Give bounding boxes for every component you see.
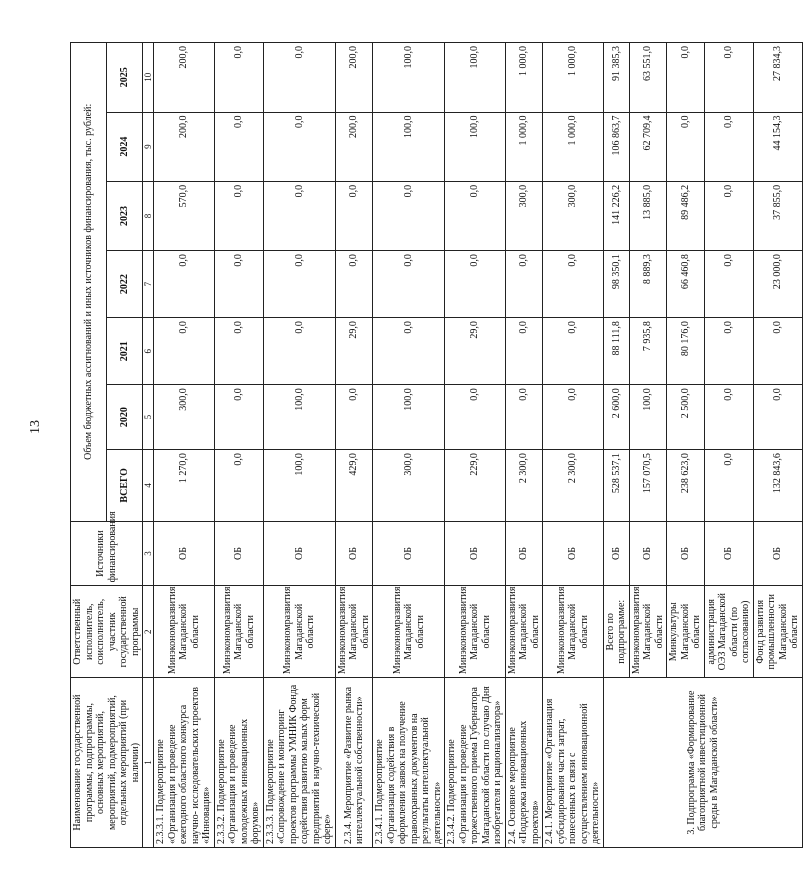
row-value-2023: 300,0 [505,181,543,250]
row-name: 2.3.3.2. Подмероприятие «Организация и проведение молодежных инновационных форумов» [214,678,263,848]
row-value-2021: 29,0 [445,318,506,385]
subprogram-executor: Фонд развития промышленности Магаданской области [753,586,802,678]
row-value-2021: 0,0 [505,318,543,385]
subprogram-value-2025: 0,0 [667,43,705,113]
row-value-2024: 0,0 [263,112,335,181]
subprogram-value-2024: 106 863,7 [603,112,629,181]
row-name: 2.3.3.1. Подмероприятие «Организация и проведение ежегодного областного конкурса научно- исследовательских проектов «Инновация» [154,678,215,848]
row-value-2022: 0,0 [214,251,263,318]
row-total: 1 270,0 [154,450,215,522]
subprogram-value-2024: 0,0 [667,112,705,181]
row-executor: Минэкономразвития Магаданской области [373,586,445,678]
col-year-2024: 2024 [107,112,143,181]
row-value-2020: 0,0 [335,385,373,450]
row-executor: Минэкономразвития Магаданской области [154,586,215,678]
row-total: 429,0 [335,450,373,522]
table-row [543,43,604,848]
row-value-2021: 0,0 [263,318,335,385]
subprogram-executor: администрация ОЭЗ Магаданской области (по согласованию) [704,586,753,678]
col-year-2025: 2025 [107,43,143,113]
funding-table [70,42,803,848]
row-value-2025: 200,0 [335,43,373,113]
row-value-2020: 0,0 [505,385,543,450]
subprogram-source: ОБ [603,521,629,586]
row-executor: Минэкономразвития Магаданской области [445,586,506,678]
row-total: 300,0 [373,450,445,522]
row-value-2024: 200,0 [335,112,373,181]
subprogram-value-2022: 66 460,8 [667,251,705,318]
subprogram-source: ОБ [753,521,802,586]
subprogram-value-2020: 2 500,0 [667,385,705,450]
row-value-2022: 0,0 [543,251,604,318]
row-total: 0,0 [214,450,263,522]
col-index: 7 [143,251,154,318]
col-funding-header: Объем бюджетных ассигнований и иных источников финансирования, тыс. рублей: [71,43,107,522]
table-row [214,43,263,848]
subprogram-total: 0,0 [704,450,753,522]
rotated-page [70,42,801,848]
row-value-2020: 300,0 [154,385,215,450]
col-year-2022: 2022 [107,251,143,318]
col-index: 5 [143,385,154,450]
subprogram-value-2025: 91 385,3 [603,43,629,113]
col-index: 10 [143,43,154,113]
subprogram-value-2024: 62 709,4 [629,112,667,181]
row-total: 2 300,0 [543,450,604,522]
subprogram-value-2023: 0,0 [704,181,753,250]
table-row [445,43,506,848]
subprogram-executor: Минэкономразвития Магаданской области [629,586,667,678]
row-executor: Минэкономразвития Магаданской области [214,586,263,678]
table-row [154,43,215,848]
subprogram-value-2023: 89 486,2 [667,181,705,250]
subprogram-total: 157 070,5 [629,450,667,522]
subprogram-value-2020: 100,0 [629,385,667,450]
row-value-2020: 0,0 [214,385,263,450]
row-value-2020: 0,0 [543,385,604,450]
row-executor: Минэкономразвития Магаданской области [263,586,335,678]
col-source-header: Источники финансирования [71,521,143,586]
subprogram-value-2020: 0,0 [704,385,753,450]
subprogram-value-2025: 0,0 [704,43,753,113]
row-value-2021: 0,0 [214,318,263,385]
row-total: 2 300,0 [505,450,543,522]
row-executor: Минэкономразвития Магаданской области [335,586,373,678]
row-value-2025: 200,0 [154,43,215,113]
subprogram-source: ОБ [704,521,753,586]
row-value-2025: 100,0 [445,43,506,113]
col-index: 8 [143,181,154,250]
row-value-2022: 0,0 [445,251,506,318]
row-value-2024: 100,0 [373,112,445,181]
row-executor: Минэкономразвития Магаданской области [505,586,543,678]
row-value-2023: 0,0 [335,181,373,250]
col-year-2021: 2021 [107,318,143,385]
subprogram-value-2021: 0,0 [704,318,753,385]
subprogram-value-2023: 37 855,0 [753,181,802,250]
row-name: 2.3.3.3. Подмероприятие «Сопровождение и мониторинг проектов программы УМНИК Фонда содействия развитию малых форм предприятий в научно-технической сфере» [263,678,335,848]
subprogram-executor: Минкультуры Магаданской области [667,586,705,678]
row-name: 2.4.1. Мероприятие «Организация субсидирования части затрат, понесенных в связи с осуществлением инновационной деятельности» [543,678,604,848]
row-value-2025: 0,0 [263,43,335,113]
row-source: ОБ [373,521,445,586]
col-index: 2 [143,586,154,678]
subprogram-value-2020: 0,0 [753,385,802,450]
col-year-2020: 2020 [107,385,143,450]
row-source: ОБ [263,521,335,586]
row-value-2021: 29,0 [335,318,373,385]
subprogram-value-2022: 23 000,0 [753,251,802,318]
row-value-2022: 0,0 [335,251,373,318]
subprogram-total: 132 843,6 [753,450,802,522]
col-index: 9 [143,112,154,181]
row-value-2024: 200,0 [154,112,215,181]
row-value-2023: 300,0 [543,181,604,250]
row-name: 2.3.4.1. Подмероприятие «Организация содействия в оформлении заявок на получение правоохранных документов на результаты интеллектуальной деятельности» [373,678,445,848]
row-source: ОБ [335,521,373,586]
row-value-2025: 1 000,0 [505,43,543,113]
row-value-2023: 0,0 [445,181,506,250]
row-source: ОБ [445,521,506,586]
row-source: ОБ [505,521,543,586]
row-value-2023: 0,0 [373,181,445,250]
subprogram-value-2025: 63 551,0 [629,43,667,113]
row-source: ОБ [154,521,215,586]
subprogram-value-2024: 0,0 [704,112,753,181]
rotated-table-area [70,42,801,848]
row-source: ОБ [543,521,604,586]
row-value-2021: 0,0 [154,318,215,385]
row-value-2023: 0,0 [214,181,263,250]
subprogram-value-2024: 44 154,3 [753,112,802,181]
row-value-2025: 0,0 [214,43,263,113]
page-number: 13 [28,420,43,434]
row-value-2022: 0,0 [373,251,445,318]
row-value-2024: 100,0 [445,112,506,181]
subprogram-source: ОБ [667,521,705,586]
subprogram-value-2020: 2 600,0 [603,385,629,450]
row-value-2023: 570,0 [154,181,215,250]
subprogram-value-2022: 8 889,3 [629,251,667,318]
table-row [335,43,373,848]
column-index-row [143,43,154,848]
subprogram-value-2025: 27 834,3 [753,43,802,113]
subprogram-value-2022: 0,0 [704,251,753,318]
row-value-2020: 0,0 [445,385,506,450]
row-source: ОБ [214,521,263,586]
col-name-header: Наименование государственной программы, подпрограммы, основных мероприятий, мероприятий, подмероприятий, отдельных мероприятий (при наличии) [71,678,143,848]
col-index: 3 [143,521,154,586]
table-row [263,43,335,848]
row-value-2022: 0,0 [154,251,215,318]
subprogram-value-2022: 98 350,1 [603,251,629,318]
subprogram-name: 3. Подпрограмма «Формирование благоприятной инвестиционной среды в Магаданской области» [603,678,802,848]
col-executor-header: Ответственный исполнитель, соисполнитель, участник государственной программы [71,586,143,678]
row-value-2024: 0,0 [214,112,263,181]
col-year-2023: 2023 [107,181,143,250]
subprogram-value-2021: 7 935,8 [629,318,667,385]
subprogram-total: 238 623,0 [667,450,705,522]
row-total: 229,0 [445,450,506,522]
col-total-header: ВСЕГО [107,450,143,522]
subprogram-value-2023: 141 226,2 [603,181,629,250]
subprogram-value-2021: 0,0 [753,318,802,385]
subprogram-total: 528 537,1 [603,450,629,522]
row-name: 2.4. Основное мероприятие «Поддержка инновационных проектов» [505,678,543,848]
row-name: 2.3.4.2. Подмероприятие «Организация и проведение торжественного приема Губернатора Магаданской области по случаю Дня изобретателя и рационализатора» [445,678,506,848]
table-row [373,43,445,848]
row-value-2024: 1 000,0 [543,112,604,181]
row-value-2021: 0,0 [543,318,604,385]
subprogram-executor: Всего по подпрограмме: [603,586,629,678]
row-name: 2.3.4. Мероприятие «Развитие рынка интеллектуальной собственности» [335,678,373,848]
row-value-2024: 1 000,0 [505,112,543,181]
subprogram-value-2021: 88 111,8 [603,318,629,385]
row-value-2020: 100,0 [373,385,445,450]
table-row [505,43,543,848]
subprogram-value-2023: 13 885,0 [629,181,667,250]
row-value-2022: 0,0 [505,251,543,318]
row-value-2021: 0,0 [373,318,445,385]
row-value-2023: 0,0 [263,181,335,250]
col-index: 1 [143,678,154,848]
row-value-2025: 1 000,0 [543,43,604,113]
row-value-2025: 100,0 [373,43,445,113]
col-index: 4 [143,450,154,522]
row-total: 100,0 [263,450,335,522]
row-value-2020: 100,0 [263,385,335,450]
col-index: 6 [143,318,154,385]
row-value-2022: 0,0 [263,251,335,318]
subprogram-source: ОБ [629,521,667,586]
row-executor: Минэкономразвития Магаданской области [543,586,604,678]
subprogram-row [603,43,629,848]
subprogram-value-2021: 80 176,0 [667,318,705,385]
